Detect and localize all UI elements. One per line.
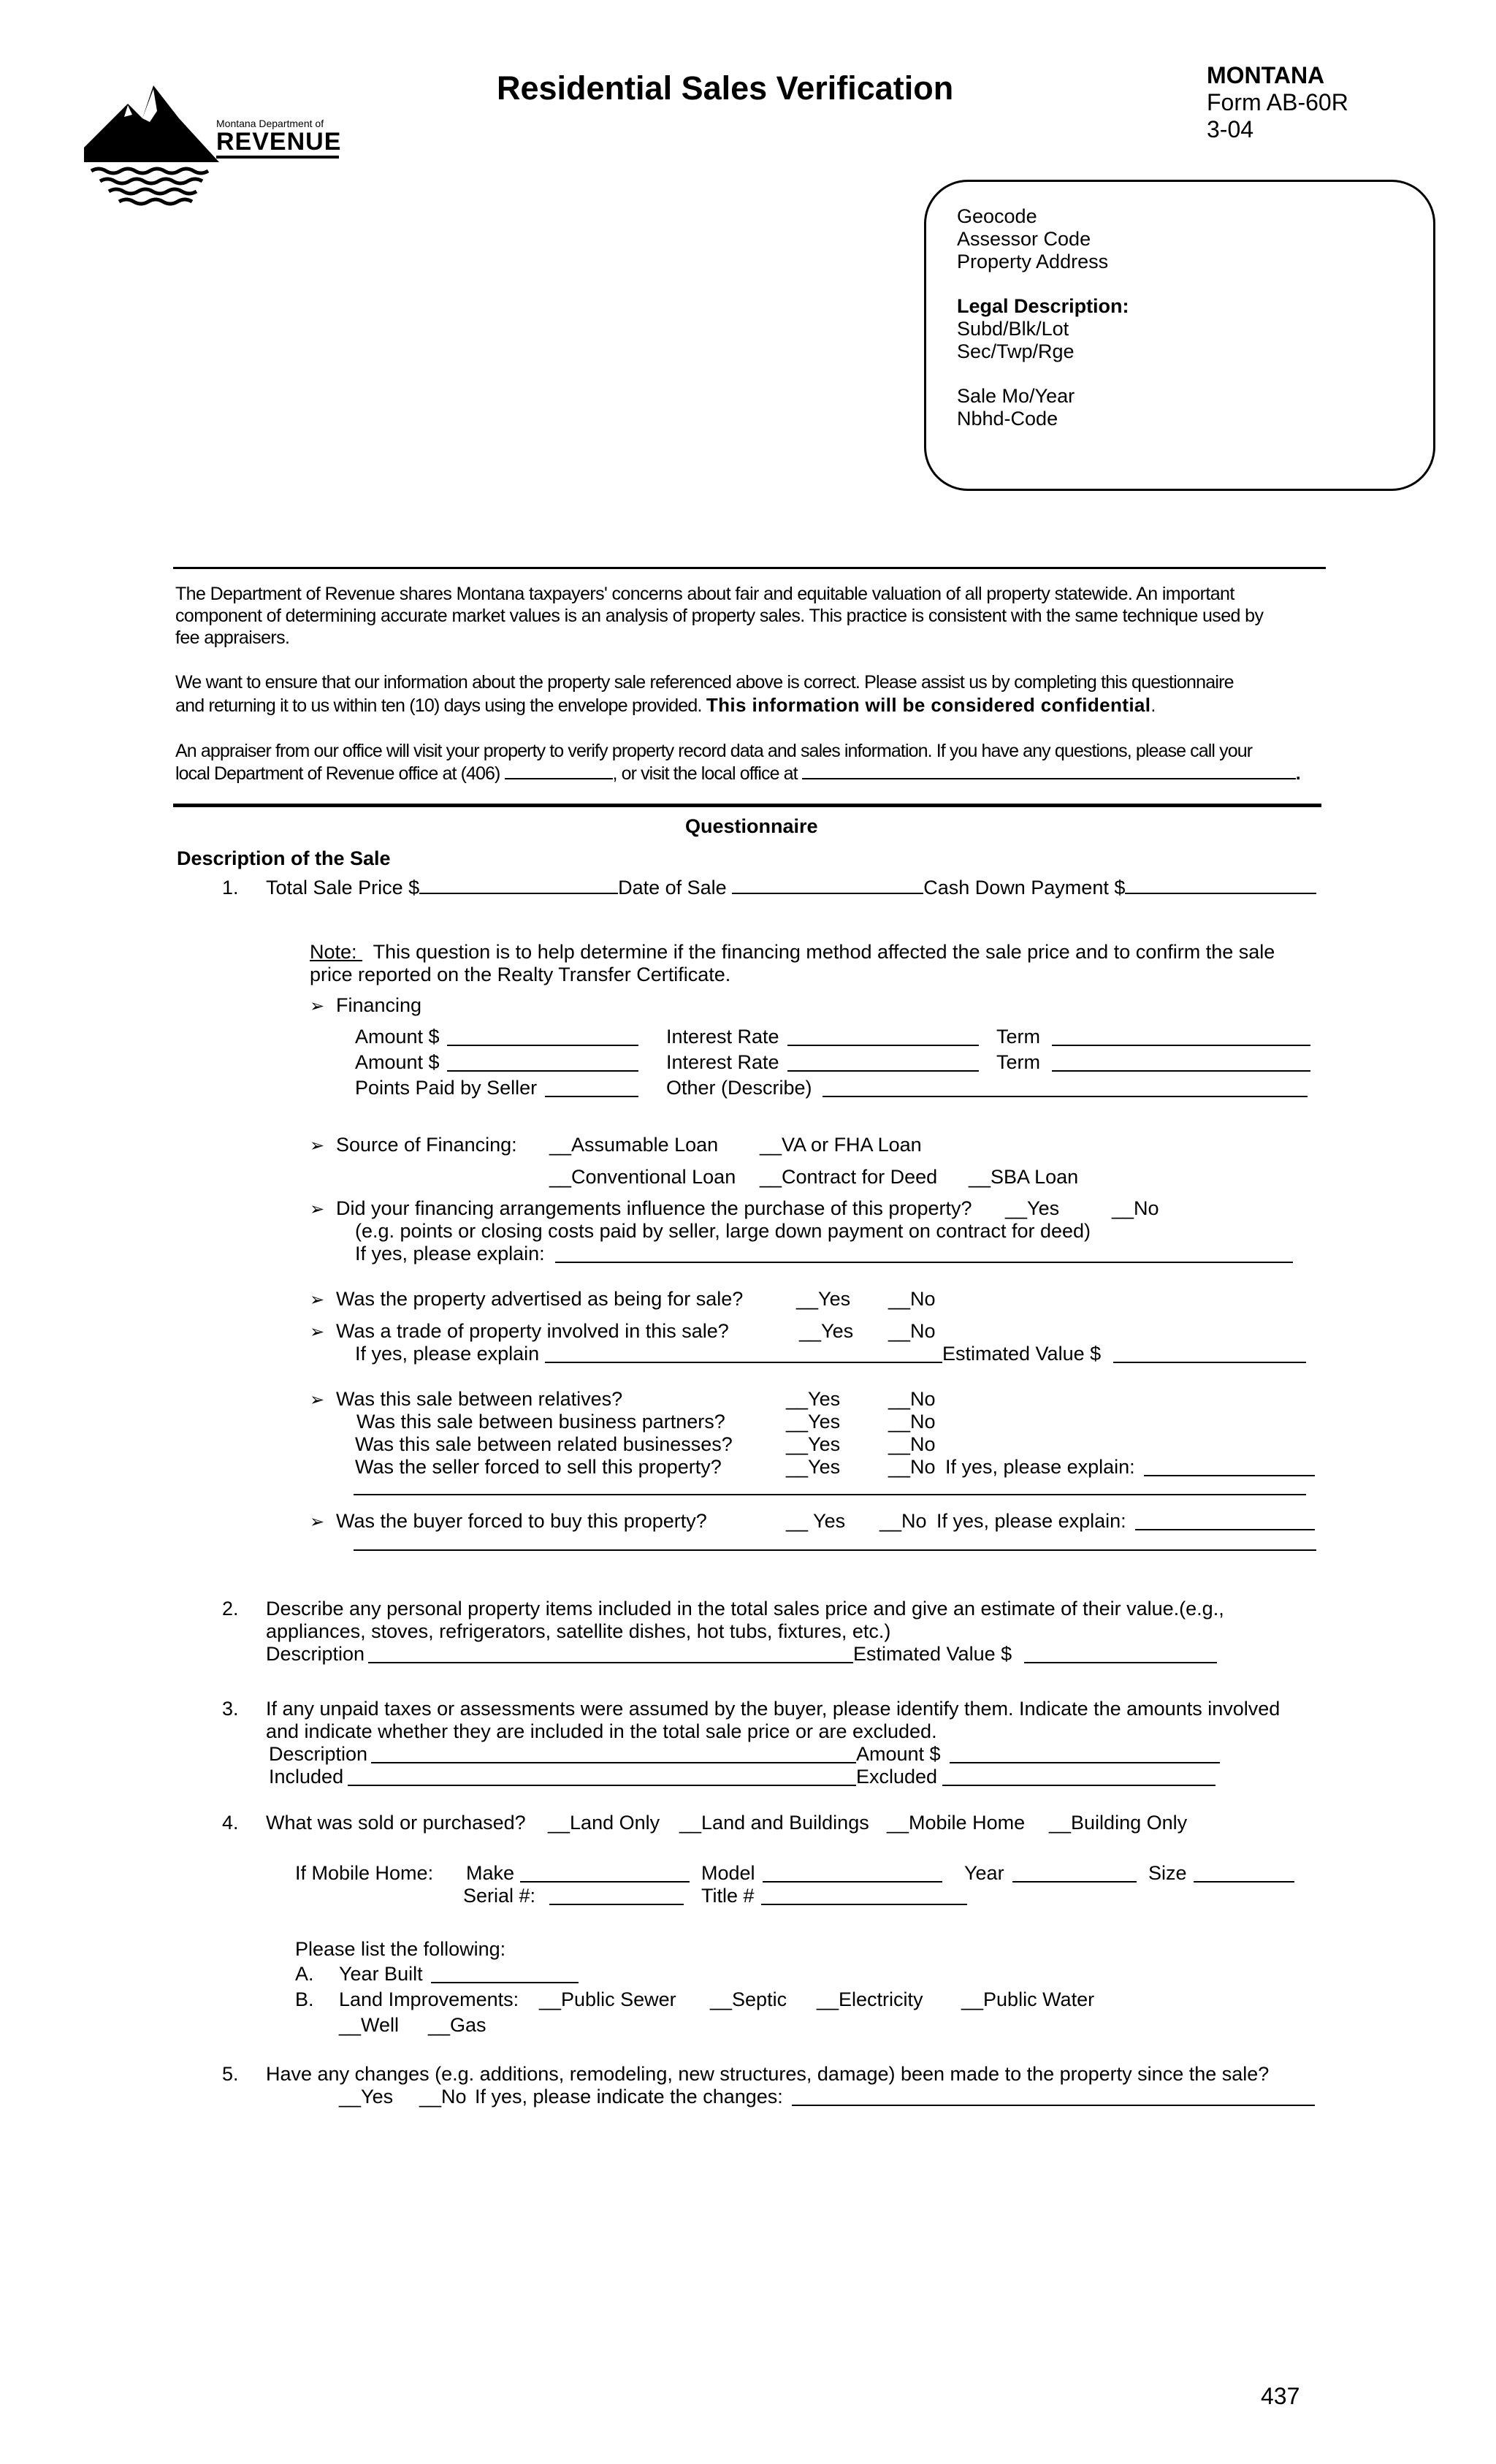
cash-down-field[interactable] xyxy=(1125,877,1316,894)
arrow-bullet-icon: ➢ xyxy=(310,996,325,1016)
advertised-row: ➢ Was the property advertised as being for sale? xyxy=(310,1287,743,1312)
land-buildings-option[interactable]: __Land and Buildings xyxy=(679,1812,869,1834)
q3-description-field[interactable] xyxy=(371,1746,856,1763)
advertised-yes[interactable]: __Yes xyxy=(796,1288,851,1310)
financing-influence-no[interactable]: __No xyxy=(1112,1197,1159,1219)
arrow-bullet-icon: ➢ xyxy=(310,1390,325,1410)
page-title: Residential Sales Verification xyxy=(497,69,954,107)
other-describe-label: Other (Describe) xyxy=(666,1077,812,1099)
q2-number: 2. xyxy=(222,1598,239,1620)
make-label: Make xyxy=(466,1862,515,1884)
trade-estimated-value-label: Estimated Value $ xyxy=(942,1343,1102,1365)
land-only-option[interactable]: __Land Only xyxy=(548,1812,660,1834)
local-office-field[interactable] xyxy=(802,762,1296,779)
if-mobile-home-label: If Mobile Home: xyxy=(295,1862,434,1884)
financing-eg: (e.g. points or closing costs paid by seller, large down payment on contract for deed) xyxy=(355,1220,1091,1242)
legal-description-label: Legal Description: xyxy=(957,295,1129,317)
arrow-bullet-icon: ➢ xyxy=(310,1290,325,1310)
revenue-logo xyxy=(84,82,347,210)
seller-forced-no[interactable]: __No xyxy=(888,1456,936,1478)
q3-amount-label: Amount $ xyxy=(856,1743,941,1765)
q5-yes[interactable]: __Yes xyxy=(339,2086,394,2108)
q5-changes-field[interactable] xyxy=(792,2089,1315,2106)
serial-field[interactable] xyxy=(549,1888,684,1905)
q3-excluded-label: Excluded xyxy=(856,1766,938,1788)
advertised-no[interactable]: __No xyxy=(888,1288,936,1310)
q3-description-label: Description xyxy=(269,1743,368,1765)
building-only-option[interactable]: __Building Only xyxy=(1049,1812,1188,1834)
size-label: Size xyxy=(1148,1862,1187,1884)
size-field[interactable] xyxy=(1194,1865,1294,1883)
points-paid-label: Points Paid by Seller xyxy=(355,1077,538,1099)
logo-line2: REVENUE xyxy=(216,128,342,156)
confidential-notice: This information will be considered confidential xyxy=(706,694,1151,716)
please-list-label: Please list the following: xyxy=(295,1938,506,1960)
model-label: Model xyxy=(701,1862,755,1884)
questionnaire-title: Questionnaire xyxy=(685,815,818,837)
relatives-row: ➢ Was this sale between relatives? xyxy=(310,1387,622,1412)
year-field[interactable] xyxy=(1012,1865,1137,1883)
form-state: MONTANA xyxy=(1207,62,1325,88)
form-number: Form AB-60R xyxy=(1207,89,1348,115)
item-b-letter: B. xyxy=(295,1988,314,2010)
points-paid-field[interactable] xyxy=(545,1080,638,1097)
financing-influence-row: ➢ Did your financing arrangements influence the purchase of this property? xyxy=(310,1197,972,1221)
date-of-sale-field[interactable] xyxy=(732,877,923,894)
intro-p1-l2: component of determining accurate market values is an analysis of property sales. This practice is consistent with the same technique used by xyxy=(175,606,1264,626)
q2-estimated-value-label: Estimated Value $ xyxy=(853,1643,1012,1665)
va-fha-loan-option[interactable]: __VA or FHA Loan xyxy=(760,1134,922,1156)
intro-p2-l1: We want to ensure that our information about the property sale referenced above is correct. Please assist us by completing this questionnaire xyxy=(175,672,1234,693)
q3-l1: If any unpaid taxes or assessments were assumed by the buyer, please identify them. Indicate the amounts involved xyxy=(266,1698,1281,1720)
trade-row: ➢ Was a trade of property involved in this sale? xyxy=(310,1319,729,1344)
make-field[interactable] xyxy=(520,1865,690,1883)
seller-forced-explain-line[interactable] xyxy=(354,1494,1306,1495)
term-field-1[interactable] xyxy=(1052,1029,1310,1046)
public-water-option[interactable]: __Public Water xyxy=(961,1988,1095,2010)
intro-p1-l3: fee appraisers. xyxy=(175,628,290,648)
gas-option[interactable]: __Gas xyxy=(428,2014,486,2036)
arrow-bullet-icon: ➢ xyxy=(310,1136,325,1156)
mobile-home-option[interactable]: __Mobile Home xyxy=(887,1812,1026,1834)
interest-rate-label-1: Interest Rate xyxy=(666,1026,779,1048)
intro-p2-l2: and returning it to us within ten (10) days using the envelope provided. This information will be considered confidential. xyxy=(175,694,1156,716)
trade-explain-label: If yes, please explain xyxy=(355,1343,540,1365)
business-partners-yes[interactable]: __Yes xyxy=(786,1411,841,1433)
related-businesses-yes[interactable]: __Yes xyxy=(786,1433,841,1455)
trade-estimated-value-field[interactable] xyxy=(1113,1346,1306,1363)
q2-description-field[interactable] xyxy=(368,1646,853,1663)
serial-label: Serial #: xyxy=(463,1885,536,1907)
q5-number: 5. xyxy=(222,2063,239,2085)
q3-excluded-field[interactable] xyxy=(942,1769,1216,1786)
amount-field-2[interactable] xyxy=(447,1054,638,1072)
q1-note-l2: price reported on the Realty Transfer Certificate. xyxy=(310,964,731,985)
contract-for-deed-option[interactable]: __Contract for Deed xyxy=(760,1166,938,1188)
financing-influence-yes[interactable]: __Yes xyxy=(1005,1197,1060,1219)
arrow-bullet-icon: ➢ xyxy=(310,1199,325,1219)
note-label: Note: xyxy=(310,941,357,963)
year-built-field[interactable] xyxy=(431,1966,579,1983)
intro-bottom-rule xyxy=(173,804,1321,807)
term-field-2[interactable] xyxy=(1052,1054,1310,1072)
q3-l2: and indicate whether they are included in the total sale price or are excluded. xyxy=(266,1720,937,1742)
total-sale-price-field[interactable] xyxy=(419,877,618,894)
amount-label-1: Amount $ xyxy=(355,1026,440,1048)
buyer-forced-explain-field[interactable] xyxy=(1135,1513,1315,1530)
buyer-forced-yes[interactable]: __ Yes xyxy=(786,1510,846,1532)
arrow-bullet-icon: ➢ xyxy=(310,1512,325,1532)
electricity-option[interactable]: __Electricity xyxy=(817,1988,923,2010)
nbhd-label: Nbhd-Code xyxy=(957,408,1058,430)
q5-if-yes-label: If yes, please indicate the changes: xyxy=(475,2086,783,2108)
seller-forced-yes[interactable]: __Yes xyxy=(786,1456,841,1478)
amount-label-2: Amount $ xyxy=(355,1051,440,1073)
section-heading: Description of the Sale xyxy=(177,847,391,869)
item-a-letter: A. xyxy=(295,1963,314,1985)
title-no-field[interactable] xyxy=(761,1888,967,1905)
sale-moyear-label: Sale Mo/Year xyxy=(957,385,1075,407)
q3-number: 3. xyxy=(222,1698,239,1720)
buyer-forced-explain-line[interactable] xyxy=(354,1549,1316,1551)
phone-field[interactable] xyxy=(505,762,613,779)
conventional-loan-option[interactable]: __Conventional Loan xyxy=(549,1166,736,1188)
septic-option[interactable]: __Septic xyxy=(710,1988,787,2010)
q5-question: Have any changes (e.g. additions, remodeling, new structures, damage) been made to the property since the sale? xyxy=(266,2063,1270,2085)
q2-l2: appliances, stoves, refrigerators, satellite dishes, hot tubs, fixtures, etc.) xyxy=(266,1620,891,1642)
term-label-2: Term xyxy=(996,1051,1040,1073)
q1-note-l1: Note: This question is to help determine if the financing method affected the sale price and to confirm the sale xyxy=(310,941,1275,963)
q5-no[interactable]: __No xyxy=(419,2086,467,2108)
year-built-label: Year Built xyxy=(339,1963,423,1985)
relatives-no[interactable]: __No xyxy=(888,1388,936,1410)
relatives-yes[interactable]: __Yes xyxy=(786,1388,841,1410)
financing-explain-label: If yes, please explain: xyxy=(355,1243,545,1265)
public-sewer-option[interactable]: __Public Sewer xyxy=(539,1988,676,2010)
assumable-loan-option[interactable]: __Assumable Loan xyxy=(549,1134,719,1156)
subd-label: Subd/Blk/Lot xyxy=(957,318,1069,340)
q2-l1: Describe any personal property items included in the total sales price and give an estimate of their value.(e.g., xyxy=(266,1598,1224,1620)
buyer-forced-explain-label: If yes, please explain: xyxy=(936,1510,1126,1532)
other-describe-field[interactable] xyxy=(823,1080,1308,1097)
land-improvements-label: Land Improvements: xyxy=(339,1988,519,2010)
financing-explain-field[interactable] xyxy=(555,1246,1293,1263)
q2-estimated-value-field[interactable] xyxy=(1024,1646,1217,1663)
q3-included-field[interactable] xyxy=(348,1769,856,1786)
arrow-bullet-icon: ➢ xyxy=(310,1322,325,1342)
buyer-forced-no[interactable]: __No xyxy=(879,1510,927,1532)
intro-p2-l2-text: and returning it to us within ten (10) days using the envelope provided. xyxy=(175,695,702,716)
q1-total-row: Total Sale Price $ Date of Sale Cash Down Payment $ xyxy=(266,876,1316,899)
business-partners-no[interactable]: __No xyxy=(888,1411,936,1433)
q4-question: What was sold or purchased? xyxy=(266,1812,526,1834)
logo-line1: Montana Department of xyxy=(216,118,324,129)
business-partners-label: Was this sale between business partners? xyxy=(356,1411,725,1433)
year-label: Year xyxy=(964,1862,1004,1884)
q1-number: 1. xyxy=(222,877,239,899)
intro-p1-l1: The Department of Revenue shares Montana taxpayers' concerns about fair and equitable valuation of all property statewide. An important xyxy=(175,584,1234,604)
title-no-label: Title # xyxy=(701,1885,755,1907)
related-businesses-no[interactable]: __No xyxy=(888,1433,936,1455)
trade-explain-field[interactable] xyxy=(545,1346,942,1363)
page-number: 437 xyxy=(1261,2383,1300,2409)
seller-forced-explain-label: If yes, please explain: xyxy=(945,1456,1135,1478)
well-option[interactable]: __Well xyxy=(339,2014,400,2036)
q4-number: 4. xyxy=(222,1812,239,1834)
seller-forced-label: Was the seller forced to sell this property? xyxy=(355,1456,722,1478)
q3-amount-field[interactable] xyxy=(950,1746,1220,1763)
interest-rate-field-2[interactable] xyxy=(787,1054,979,1072)
related-businesses-label: Was this sale between related businesses? xyxy=(355,1433,733,1455)
source-of-financing-row: ➢ Source of Financing: xyxy=(310,1133,517,1158)
sec-label: Sec/Twp/Rge xyxy=(957,340,1075,362)
property-address-label: Property Address xyxy=(957,251,1109,272)
intro-p3-l1: An appraiser from our office will visit your property to verify property record data and sales information. If you have any questions, please call your xyxy=(175,741,1253,761)
amount-field-1[interactable] xyxy=(447,1029,638,1046)
trade-yes[interactable]: __Yes xyxy=(799,1320,854,1342)
model-field[interactable] xyxy=(763,1865,942,1883)
seller-forced-explain-field[interactable] xyxy=(1144,1459,1315,1476)
assessor-code-label: Assessor Code xyxy=(957,228,1091,250)
financing-label: ➢ Financing xyxy=(310,993,421,1018)
term-label-1: Term xyxy=(996,1026,1040,1048)
q2-description-label: Description xyxy=(266,1643,365,1665)
interest-rate-label-2: Interest Rate xyxy=(666,1051,779,1073)
top-rule xyxy=(173,567,1326,569)
interest-rate-field-1[interactable] xyxy=(787,1029,979,1046)
sba-loan-option[interactable]: __SBA Loan xyxy=(969,1166,1079,1188)
trade-no[interactable]: __No xyxy=(888,1320,936,1342)
q3-included-label: Included xyxy=(269,1766,344,1788)
geocode-label: Geocode xyxy=(957,205,1037,227)
form-date: 3-04 xyxy=(1207,116,1254,142)
buyer-forced-row: ➢ Was the buyer forced to buy this property? xyxy=(310,1509,707,1534)
intro-p3-l2: local Department of Revenue office at (406) , or visit the local office at . xyxy=(175,763,1300,784)
